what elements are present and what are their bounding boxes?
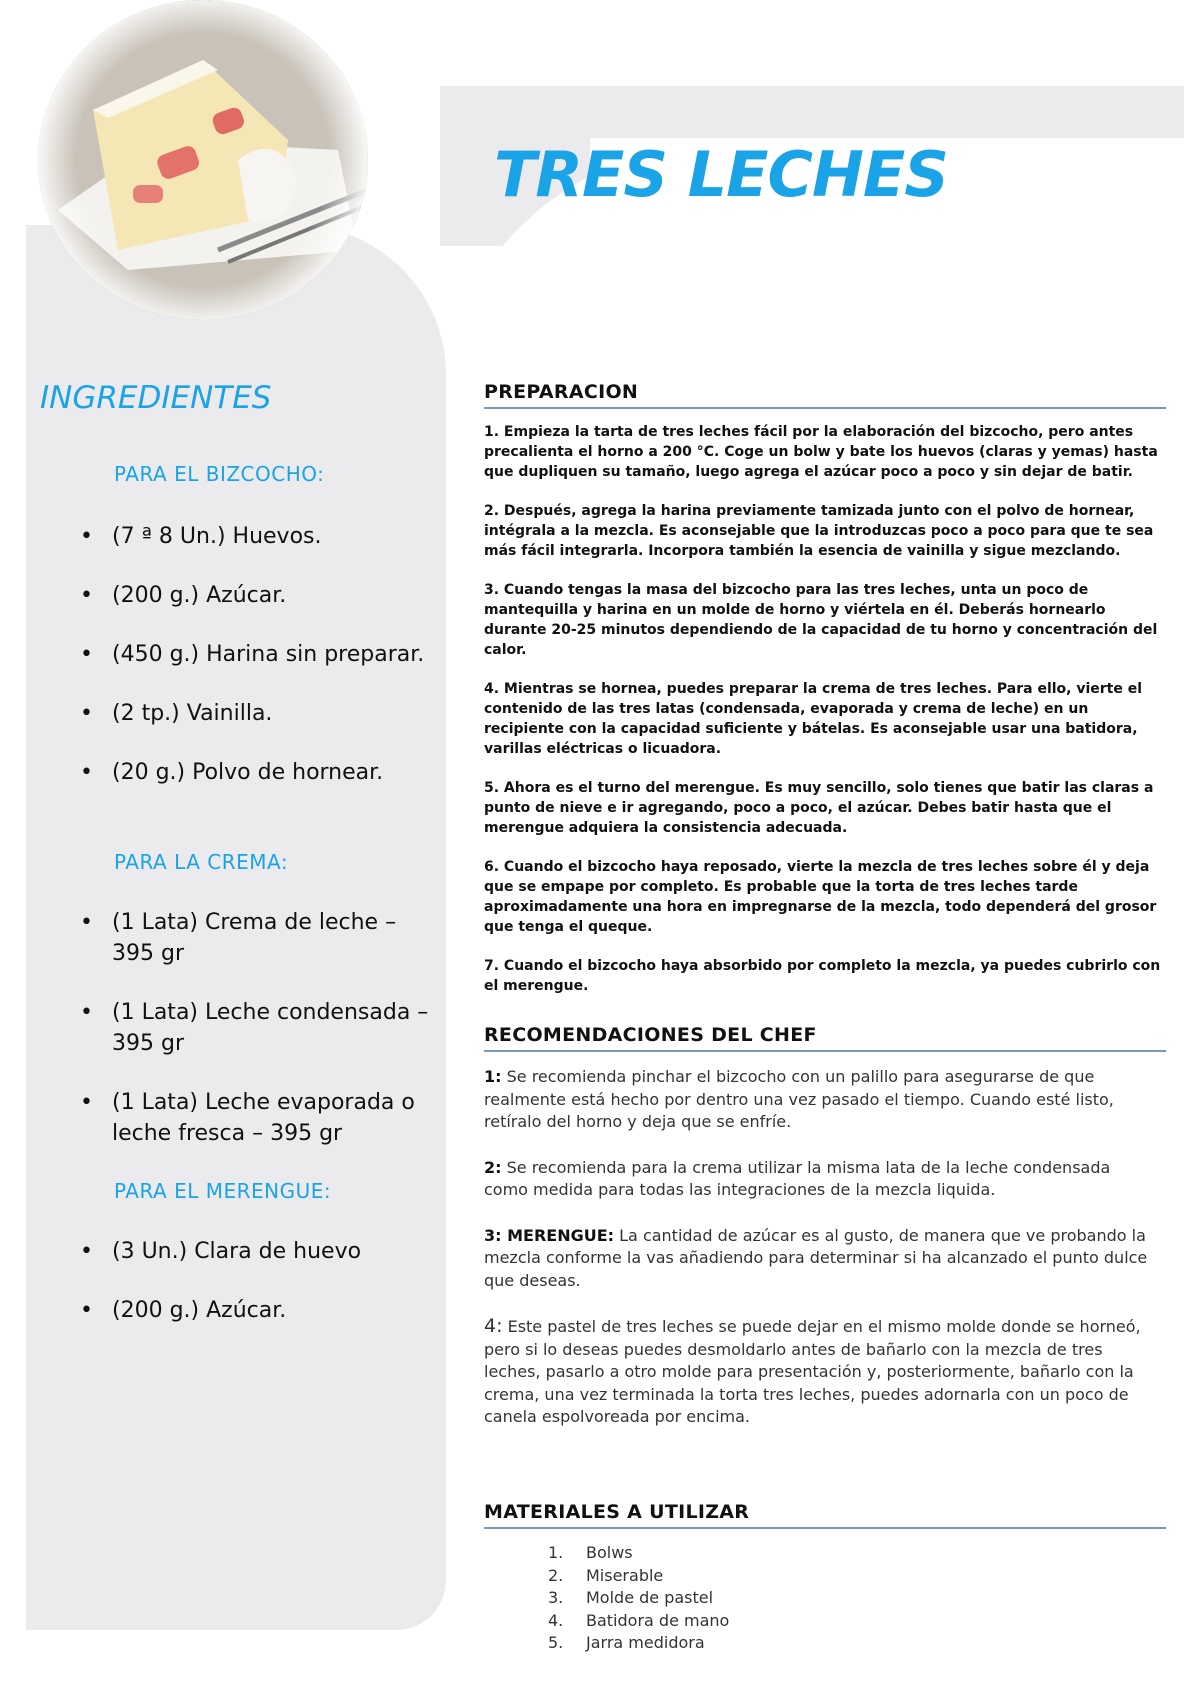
- list-item: [548, 1610, 729, 1633]
- ingredients-list-crema: [72, 907, 432, 1149]
- recommendation-label: 3: MERENGUE:: [484, 1225, 615, 1245]
- recommendation-item: [484, 1315, 1156, 1429]
- preparation-step: 1. Empieza la tarta de tres leches fácil por la elaboración del bizcocho, pero antes precalienta el horno a 200 °C. Coge un bolw y bate los huevos (claras y yemas) hasta que dupliquen su tamaño, luego agrega el azúcar poco a poco y sin dejar de batir.: [484, 424, 1158, 480]
- photo-vignette: [38, 0, 368, 320]
- list-item-text: Jarra medidora: [586, 1633, 705, 1652]
- recommendation-item: [484, 1225, 1156, 1293]
- list-item: • (1 Lata) Crema de leche – 395 gr: [72, 907, 432, 969]
- recommendation-label: 4:: [484, 1315, 503, 1337]
- preparation-step: 4. Mientras se hornea, puedes preparar la crema de tres leches. Para ello, vierte el contenido de las tres latas (condensada, evaporada y crema de leche) en un recipiente con la capacidad suficiente y bátelas. Es aconsejable usar una batidora, varillas eléctricas o licuadora.: [484, 681, 1143, 757]
- materials-heading: MATERIALES A UTILIZAR: [484, 1501, 1166, 1529]
- preparation-step: 5. Ahora es el turno del merengue. Es muy sencillo, solo tienes que batir las claras a punto de nieve e ir agregando, poco a poco, el azúcar. Debes batir hasta que el merengue adquiera la consistencia adecuada.: [484, 780, 1154, 836]
- recommendation-label: 1:: [484, 1067, 502, 1086]
- preparation-steps: [484, 422, 1166, 1015]
- list-item-number: 3.: [548, 1588, 564, 1607]
- list-item: • (200 g.) Azúcar.: [72, 580, 432, 611]
- ingredients-heading: INGREDIENTES: [40, 380, 272, 416]
- recommendation-item: [484, 1066, 1156, 1134]
- materials-list: [548, 1542, 729, 1655]
- list-item-number: 1.: [548, 1543, 564, 1562]
- group-label-merengue: PARA EL MERENGUE:: [114, 1179, 332, 1203]
- list-item-text: Bolws: [586, 1543, 633, 1562]
- preparation-step: 2. Después, agrega la harina previamente tamizada junto con el polvo de hornear, intégrala a la mezcla. Es aconsejable que la introduzcas poco a poco para que te sea más fácil integrarla. Incorpora también la esencia de vainilla y sigue mezclando.: [484, 503, 1154, 559]
- list-item-number: 5.: [548, 1633, 564, 1652]
- recommendations-list: [484, 1066, 1156, 1452]
- recommendation-text: Se recomienda pinchar el bizcocho con un palillo para asegurarse de que realmente está hecho por dentro una vez pasado el tiempo. Cuando esté listo, retíralo del horno y deja que se enfríe.: [484, 1067, 1114, 1131]
- list-item-text: Batidora de mano: [586, 1610, 730, 1630]
- list-item: • (3 Un.) Clara de huevo: [72, 1236, 432, 1267]
- list-item: [548, 1632, 729, 1655]
- recommendation-text: La cantidad de azúcar es al gusto, de manera que ve probando la mezcla conforme la vas añadiendo para determinar si ha alcanzado el punto dulce que deseas.: [484, 1225, 1148, 1290]
- preparation-step: 7. Cuando el bizcocho haya absorbido por completo la mezcla, ya puedes cubrirlo con el merengue.: [484, 958, 1161, 994]
- ingredients-list-bizcocho: [72, 521, 432, 788]
- group-label-bizcocho: PARA EL BIZCOCHO:: [114, 462, 325, 486]
- list-item: [548, 1565, 729, 1588]
- recommendations-heading: RECOMENDACIONES DEL CHEF: [484, 1024, 1166, 1052]
- list-item: • (7 ª 8 Un.) Huevos.: [72, 521, 432, 552]
- recommendation-text: Este pastel de tres leches se puede dejar en el mismo molde donde se horneó, pero si lo deseas puedes desmoldarlo antes de bañarlo con la mezcla de tres leches, pasarlo a otro molde para presentación y, posteriormente, bañarlo con la crema, una vez terminada la torta tres leches, puedes adornarla con un poco de canela espolvoreada por encima.: [484, 1317, 1141, 1426]
- recommendation-item: [484, 1157, 1156, 1202]
- preparation-step: 6. Cuando el bizcocho haya reposado, vierte la mezcla de tres leches sobre él y deja que se empape por completo. Es probable que la torta de tres leches tarde aproximadamente una hora en impregnarse de la mezcla, todo dependerá del grosor que tenga el queque.: [484, 859, 1157, 935]
- ingredients-list-merengue: [72, 1236, 432, 1326]
- cake-slice-photo: [38, 0, 368, 320]
- list-item: • (2 tp.) Vainilla.: [72, 698, 432, 729]
- list-item-number: 2.: [548, 1565, 564, 1585]
- list-item: • (20 g.) Polvo de hornear.: [72, 757, 432, 788]
- page-title: TRES LECHES: [494, 138, 948, 211]
- recommendation-label: 2:: [484, 1157, 502, 1177]
- list-item: [548, 1587, 729, 1610]
- list-item-number: 4.: [548, 1610, 564, 1630]
- list-item-text: Miserable: [586, 1565, 664, 1585]
- list-item-text: Molde de pastel: [586, 1588, 714, 1607]
- group-label-crema: PARA LA CREMA:: [114, 850, 289, 874]
- list-item: [548, 1542, 729, 1565]
- preparation-step: 3. Cuando tengas la masa del bizcocho para las tres leches, unta un poco de mantequilla y harina en un molde de horno y viértela en él. Deberás hornearlo durante 20-25 minutos dependiendo de la capacidad de tu horno y concentración del calor.: [484, 582, 1158, 658]
- list-item: • (1 Lata) Leche condensada – 395 gr: [72, 997, 432, 1059]
- list-item: • (200 g.) Azúcar.: [72, 1295, 432, 1326]
- list-item: • (1 Lata) Leche evaporada o leche fresca – 395 gr: [72, 1087, 432, 1149]
- list-item: • (450 g.) Harina sin preparar.: [72, 639, 432, 670]
- recommendation-text: Se recomienda para la crema utilizar la misma lata de la leche condensada como medida para todas las integraciones de la mezcla liquida.: [484, 1157, 1111, 1199]
- preparation-heading: PREPARACION: [484, 381, 1166, 409]
